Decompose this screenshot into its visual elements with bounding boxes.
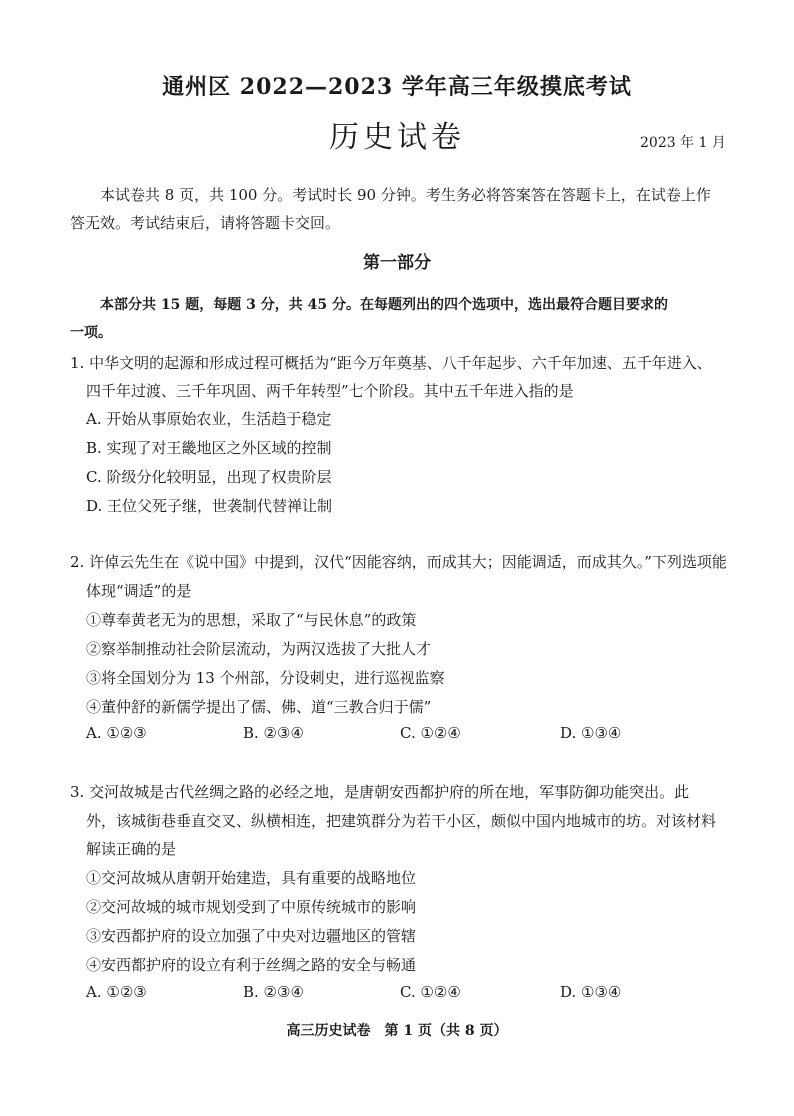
q2-option-b: B. ②③④	[243, 724, 304, 742]
q1-option-c: C. 阶级分化较明显，出现了权贵阶层	[86, 468, 332, 486]
q2-option-d: D. ①③④	[560, 724, 622, 742]
q1-option-b: B. 实现了对王畿地区之外区域的控制	[86, 439, 332, 457]
q2-option-a: A. ①②③	[86, 724, 147, 742]
part-one-title: 第一部分	[363, 253, 431, 273]
page-footer: 高三历史试卷 第 1 页（共 8 页）	[286, 1023, 508, 1039]
q3-item-2: ②交河故城的城市规划受到了中原传统城市的影响	[86, 898, 417, 916]
q2-item-3: ③将全国划分为 13 个州部，分设刺史，进行巡视监察	[86, 669, 445, 687]
q1-stem-line-1: 1. 中华文明的起源和形成过程可概括为“距今万年奠基、八千年起步、六千年加速、五千年进入、	[70, 354, 712, 372]
q2-item-4: ④董仲舒的新儒学提出了儒、佛、道“三教合归于儒”	[86, 698, 432, 716]
q2-stem-line-2: 体现“调适”的是	[86, 582, 192, 600]
q1-option-a: A. 开始从事原始农业，生活趋于稳定	[86, 410, 332, 428]
q1-option-d: D. 王位父死子继，世袭制代替禅让制	[86, 497, 333, 515]
q2-item-1: ①尊奉黄老无为的思想，采取了“与民休息”的政策	[86, 611, 417, 629]
exam-date: 2023 年 1 月	[640, 135, 726, 151]
part-one-description-2: 一项。	[70, 325, 112, 341]
q3-option-a: A. ①②③	[86, 983, 147, 1001]
q3-stem-line-2: 外，该城街巷垂直交叉、纵横相连，把建筑群分为若干小区，颇似中国内地城市的坊。对该材料	[86, 812, 717, 830]
q3-item-1: ①交河故城从唐朝开始建造，具有重要的战略地位	[86, 869, 417, 887]
q2-stem-line-1: 2. 许倬云先生在《说中国》中提到，汉代“因能容纳，而成其大；因能调适，而成其久。”下列选项能	[70, 553, 727, 571]
q3-item-4: ④安西都护府的设立有利于丝绸之路的安全与畅通	[86, 956, 417, 974]
subject-title: 历史试卷	[329, 120, 465, 155]
q1-stem-line-2: 四千年过渡、三千年巩固、两千年转型”七个阶段。其中五千年进入指的是	[86, 382, 574, 400]
q3-item-3: ③安西都护府的设立加强了中央对边疆地区的管辖	[86, 927, 417, 945]
part-one-description-1: 本部分共 15 题，每题 3 分，共 45 分。在每题列出的四个选项中，选出最符合题目要求的	[100, 297, 668, 313]
q3-stem-line-3: 解读正确的是	[86, 840, 177, 858]
q2-option-c: C. ①②④	[400, 724, 461, 742]
instructions-line-2: 答无效。考试结束后，请将答题卡交回。	[70, 214, 341, 232]
q2-item-2: ②察举制推动社会阶层流动，为两汉选拔了大批人才	[86, 640, 432, 658]
q3-option-c: C. ①②④	[400, 983, 461, 1001]
q3-stem-line-1: 3. 交河故城是古代丝绸之路的必经之地，是唐朝安西都护府的所在地，军事防御功能突出。此	[70, 783, 690, 801]
q3-option-d: D. ①③④	[560, 983, 622, 1001]
instructions-line-1: 本试卷共 8 页，共 100 分。考试时长 90 分钟。考生务必将答案答在答题卡上，在试卷上作	[100, 186, 711, 204]
q3-option-b: B. ②③④	[243, 983, 304, 1001]
exam-title: 通州区 2022—2023 学年高三年级摸底考试	[162, 74, 632, 100]
